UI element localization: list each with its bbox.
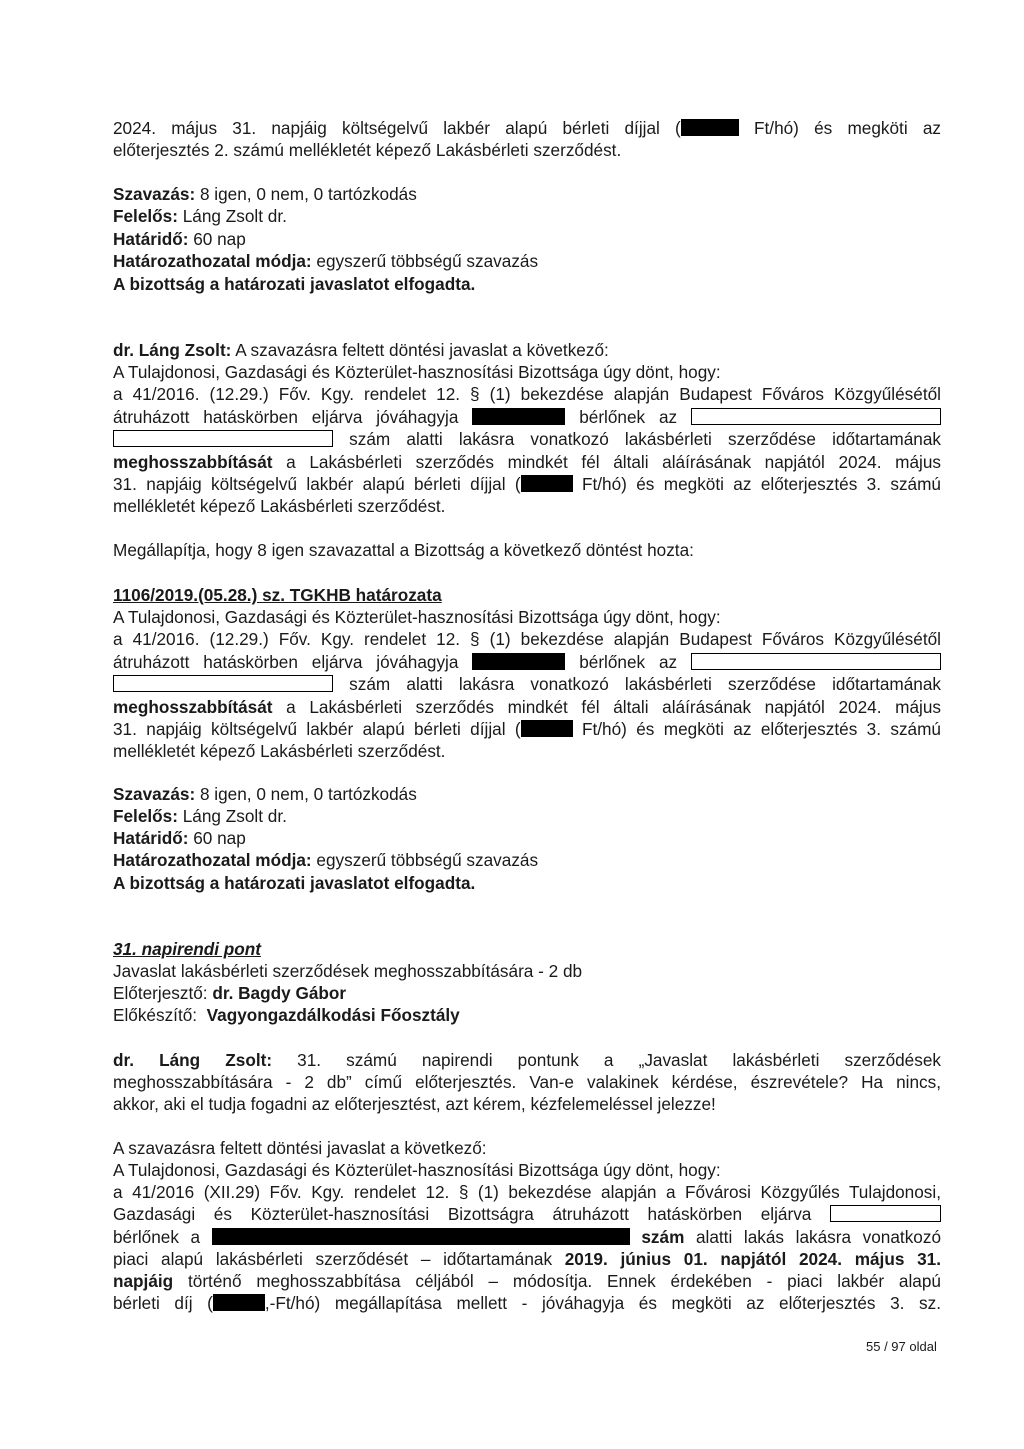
text-line: meghosszabbítására - 2 db” című előterjesztés. Van-e valakinek kérdése, észrevétele? Ha nincs, [113,1072,941,1092]
responsible-line: Felelős: Láng Zsolt dr. [113,206,287,226]
blank-address-field [113,675,333,692]
text-line: 2024. május 31. napjáig költségelvű lakbér alapú bérleti díjjal ( Ft/hó) és megköti az [113,118,942,138]
text-line: átruházott hatáskörben eljárva jóváhagyja bérlőnek az [113,651,941,673]
text-line: előterjesztés 2. számú mellékletét képező Lakásbérleti szerződést. [113,140,622,160]
text-line: Gazdasági és Közterület-hasznosítási Bizottságra átruházott hatáskörben eljárva [113,1203,941,1225]
deadline-line: Határidő: 60 nap [113,828,246,848]
redaction-amount [213,1294,265,1311]
text-line: piaci alapú lakásbérleti szerződését – időtartamának 2019. június 01. napjától 2024. május 31. [113,1249,941,1269]
page-number: 55 / 97 oldal [866,1339,937,1354]
text-line: A Tulajdonosi, Gazdasági és Közterület-hasznosítási Bizottsága úgy dönt, hogy: [113,607,721,627]
text-line: 31. napjáig költségelvű lakbér alapú bérleti díjjal ( Ft/hó) és megköti az előterjesztés 3. számú [113,474,941,494]
responsible-line: Felelős: Láng Zsolt dr. [113,806,287,826]
text-line: bérleti díj ( ,-Ft/hó) megállapítása mellett - jóváhagyja és megköti az előterjesztés 3. sz. [113,1293,941,1313]
text-line: meghosszabbítását a Lakásbérleti szerződés mindkét fél általi aláírásának napjától 2024. május [113,697,941,717]
redaction-name [472,408,565,425]
text-line: átruházott hatáskörben eljárva jóváhagyja bérlőnek az [113,406,941,428]
blank-address-field [691,408,941,425]
text-line: A Tulajdonosi, Gazdasági és Közterület-hasznosítási Bizottsága úgy dönt, hogy: [113,362,721,382]
text-line: akkor, aki el tudja fogadni az előterjesztést, azt kérem, kézfelemeléssel jelezze! [113,1094,716,1114]
text-line: mellékletét képező Lakásbérleti szerződést. [113,496,446,516]
text-line: dr. Láng Zsolt: A szavazásra feltett döntési javaslat a következő: [113,340,609,360]
redaction-address [212,1228,630,1245]
vote-line: Szavazás: 8 igen, 0 nem, 0 tartózkodás [113,184,417,204]
accepted-line: A bizottság a határozati javaslatot elfogadta. [113,274,476,294]
blank-address-field [691,653,941,670]
text-line: a 41/2016. (12.29.) Főv. Kgy. rendelet 12. § (1) bekezdése alapján Budapest Főváros Közgyűlésétől [113,629,941,649]
text-line: meghosszabbítását a Lakásbérleti szerződés mindkét fél általi aláírásának napjától 2024. május [113,452,941,472]
preparer-line: Előkészítő: Vagyongazdálkodási Főosztály [113,1005,460,1025]
blank-address-field [113,430,333,447]
text-line: Megállapítja, hogy 8 igen szavazattal a Bizottság a következő döntést hozta: [113,540,694,560]
text-line: mellékletét képező Lakásbérleti szerződést. [113,741,446,761]
vote-line: Szavazás: 8 igen, 0 nem, 0 tartózkodás [113,784,417,804]
resolution-title: 1106/2019.(05.28.) sz. TGKHB határozata [113,585,442,605]
decision-mode-line: Határozathozatal módja: egyszerű többségű szavazás [113,850,539,870]
text-line: A Tulajdonosi, Gazdasági és Közterület-hasznosítási Bizottsága úgy dönt, hogy: [113,1160,721,1180]
text-line: szám alatti lakásra vonatkozó lakásbérleti szerződése időtartamának [113,428,941,450]
deadline-line: Határidő: 60 nap [113,229,246,249]
presenter-line: Előterjesztő: dr. Bagdy Gábor [113,983,347,1003]
text-line: a 41/2016 (XII.29) Főv. Kgy. rendelet 12. § (1) bekezdése alapján a Fővárosi Közgyűlés Tulajdonosi, [113,1182,941,1202]
agenda-subject: Javaslat lakásbérleti szerződések meghosszabbítására - 2 db [113,961,583,981]
text-line: a 41/2016. (12.29.) Főv. Kgy. rendelet 12. § (1) bekezdése alapján Budapest Főváros Közgyűlésétől [113,384,941,404]
text-line: dr. Láng Zsolt: 31. számú napirendi pontunk a „Javaslat lakásbérleti szerződések [113,1050,941,1070]
redaction-amount [521,475,573,492]
redaction-name [472,653,565,670]
blank-name-field [830,1205,941,1222]
text-line: 31. napjáig költségelvű lakbér alapú bérleti díjjal ( Ft/hó) és megköti az előterjesztés 3. számú [113,719,941,739]
text-line: bérlőnek a szám alatti lakás lakásra vonatkozó [113,1227,942,1247]
text-line: A szavazásra feltett döntési javaslat a következő: [113,1138,487,1158]
redaction-amount [681,119,739,136]
text-line: napjáig történő meghosszabbítása céljából – módosítja. Ennek érdekében - piaci lakbér alapú [113,1271,941,1291]
decision-mode-line: Határozathozatal módja: egyszerű többségű szavazás [113,251,539,271]
redaction-amount [521,720,573,737]
accepted-line: A bizottság a határozati javaslatot elfogadta. [113,873,476,893]
text-line: szám alatti lakásra vonatkozó lakásbérleti szerződése időtartamának [113,673,941,695]
agenda-title: 31. napirendi pont [113,939,262,959]
